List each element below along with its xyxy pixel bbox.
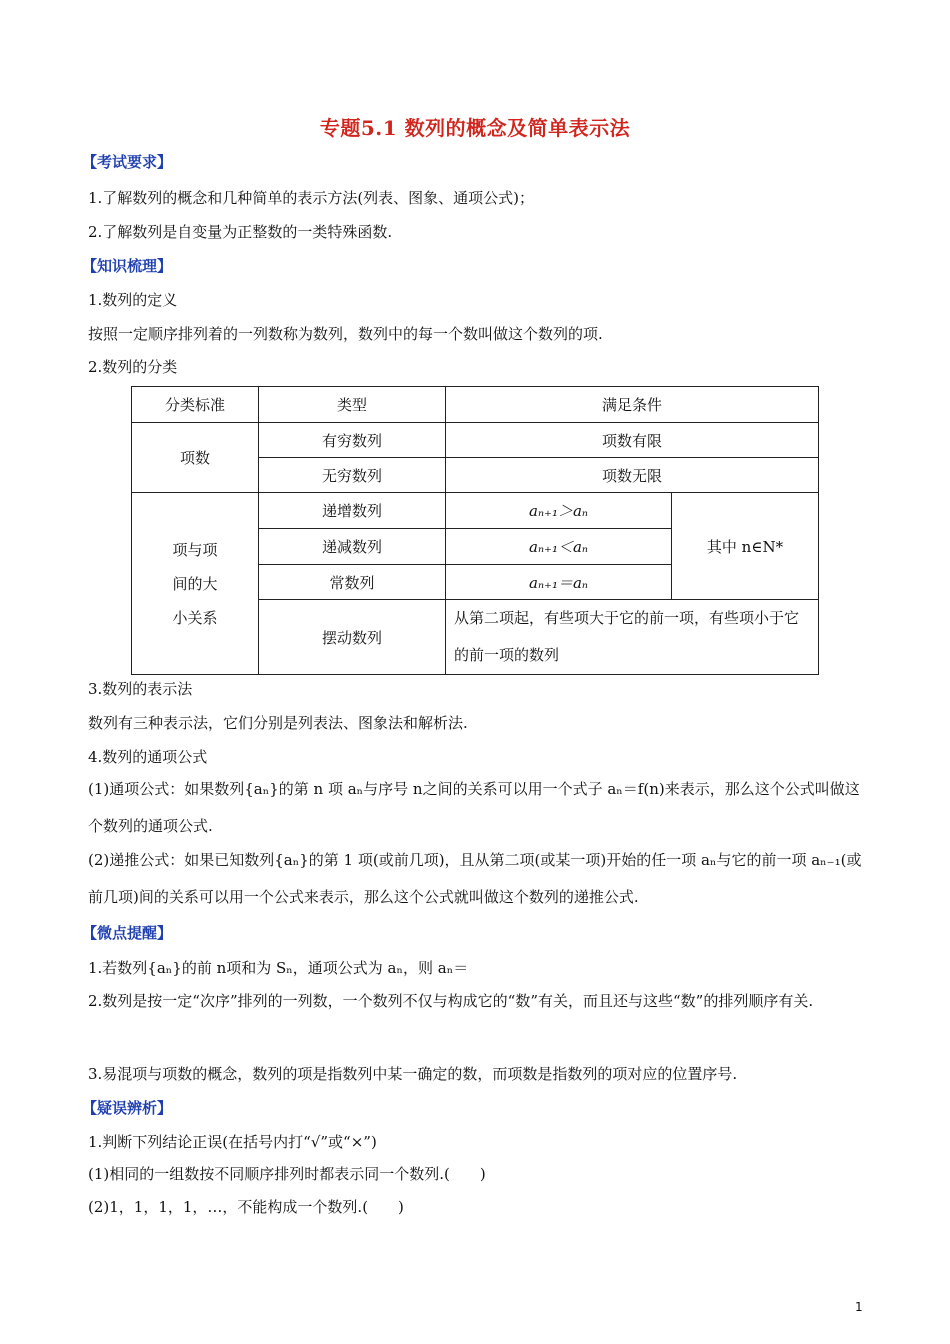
error-item-1: 1.判断下列结论正误(在括号内打“√”或“×”) — [88, 1133, 377, 1151]
cond-finite: 项数有限 — [446, 423, 819, 458]
tip-item-1: 1.若数列{aₙ}的前 n项和为 Sₙ，通项公式为 aₙ，则 aₙ＝ — [88, 959, 469, 977]
group-size-relation-line-3: 小关系 — [172, 608, 218, 627]
representation-heading: 3.数列的表示法 — [88, 680, 193, 698]
type-finite: 有穷数列 — [259, 423, 446, 458]
section-exam-requirements: 【考试要求】 — [82, 153, 173, 171]
group-term-count: 项数 — [132, 423, 259, 493]
general-term-formula: (1)通项公式：如果数列{aₙ}的第 n 项 aₙ与序号 n之间的关系可以用一个式子 aₙ＝f(n)来表示，那么这个公式叫做这个数列的通项公式. — [88, 780, 860, 835]
type-oscillating: 摆动数列 — [259, 600, 446, 675]
formula-heading: 4.数列的通项公式 — [88, 748, 208, 766]
definition-heading: 1.数列的定义 — [88, 291, 178, 309]
table-header-condition: 满足条件 — [446, 387, 819, 423]
exam-req-item-2: 2.了解数列是自变量为正整数的一类特殊函数. — [88, 223, 393, 241]
type-increasing: 递增数列 — [259, 493, 446, 529]
page-title: 专题5.1 数列的概念及简单表示法 — [319, 116, 631, 140]
cond-increasing: aₙ₊₁＞aₙ — [446, 493, 672, 529]
definition-text: 按照一定顺序排列着的一列数称为数列，数列中的每一个数叫做这个数列的项. — [88, 325, 603, 343]
group-size-relation-line-2: 间的大 — [172, 574, 218, 593]
table-header-standard: 分类标准 — [132, 387, 259, 423]
section-tips: 【微点提醒】 — [82, 924, 173, 942]
cond-decreasing: aₙ₊₁＜aₙ — [446, 529, 672, 565]
cond-constant: aₙ₊₁＝aₙ — [446, 565, 672, 600]
cond-note: 其中 n∈N* — [672, 493, 819, 600]
type-infinite: 无穷数列 — [259, 458, 446, 493]
cond-infinite: 项数无限 — [446, 458, 819, 493]
section-knowledge: 【知识梳理】 — [82, 257, 173, 275]
group-size-relation — [132, 493, 259, 675]
tip-item-2: 2.数列是按一定“次序”排列的一列数，一个数列不仅与构成它的“数”有关，而且还与这些“数”的排列顺序有关. — [88, 992, 814, 1010]
recursive-formula: (2)递推公式：如果已知数列{aₙ}的第 1 项(或前几项)，且从第二项(或某一项)开始的任一项 aₙ与它的前一项 aₙ₋₁(或前几项)间的关系可以用一个公式来表示，那么这个公式就叫做这个数列的递推公式. — [88, 851, 862, 906]
group-size-relation-line-1: 项与项 — [172, 540, 218, 559]
classification-heading: 2.数列的分类 — [88, 358, 178, 376]
classification-table — [131, 386, 819, 675]
cond-oscillating: 从第二项起，有些项大于它的前一项，有些项小于它的前一项的数列 — [446, 600, 819, 675]
type-decreasing: 递减数列 — [259, 529, 446, 565]
exam-req-item-1: 1.了解数列的概念和几种简单的表示方法(列表、图象、通项公式)； — [88, 189, 535, 207]
error-item-3: (2)1，1，1，1，…，不能构成一个数列.( ) — [88, 1198, 404, 1216]
error-item-2: (1)相同的一组数按不同顺序排列时都表示同一个数列.( ) — [88, 1165, 486, 1183]
type-constant: 常数列 — [259, 565, 446, 600]
table-header-type: 类型 — [259, 387, 446, 423]
page-number: 1 — [855, 1300, 863, 1314]
section-errors: 【疑误辨析】 — [82, 1099, 173, 1117]
tip-item-3: 3.易混项与项数的概念，数列的项是指数列中某一确定的数，而项数是指数列的项对应的位置序号. — [88, 1065, 738, 1083]
representation-text: 数列有三种表示法，它们分别是列表法、图象法和解析法. — [88, 714, 468, 732]
